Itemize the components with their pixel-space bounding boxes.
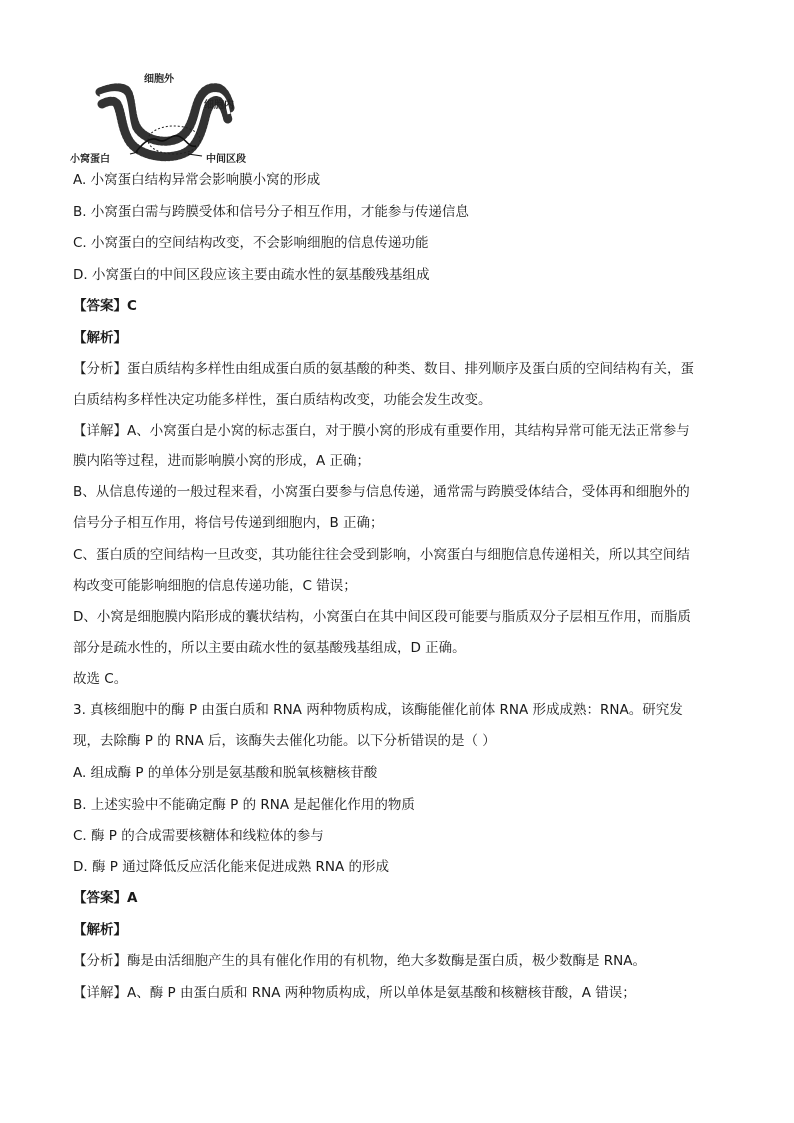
label-extracellular: 细胞外 [144, 74, 174, 85]
q2-explanation-line: 【详解】A、小窝蛋白是小窝的标志蛋白，对于膜小窝的形成有重要作用，其结构异常可能无法正常参与 [73, 423, 690, 439]
q3-option-c: C. 酶 P 的合成需要核糖体和线粒体的参与 [73, 828, 324, 844]
q2-explanation-line: 信号分子相互作用，将信号传递到细胞内，B 正确； [73, 515, 384, 531]
q2-option-c: C. 小窝蛋白的空间结构改变，不会影响细胞的信息传递功能 [73, 235, 429, 251]
q3-analysis-heading: 【解析】 [73, 922, 127, 938]
q2-explanation-line: C、蛋白质的空间结构一旦改变，其功能往往会受到影响，小窝蛋白与细胞信息传递相关，所以其空间结 [73, 547, 690, 563]
q2-conclusion: 故选 C。 [73, 671, 128, 687]
label-middle-segment: 中间区段 [206, 154, 246, 165]
q3-option-d: D. 酶 P 通过降低反应活化能来促进成熟 RNA 的形成 [73, 859, 389, 875]
q2-explanation-line: 部分是疏水性的，所以主要由疏水性的氨基酸残基组成，D 正确。 [73, 640, 466, 656]
q2-explanation-line: 膜内陷等过程，进而影响膜小窝的形成，A 正确； [73, 453, 371, 469]
q3-stem-line: 3. 真核细胞中的酶 P 由蛋白质和 RNA 两种物质构成，该酶能催化前体 RNA 形成成熟：RNA。研究发 [73, 702, 683, 718]
q2-option-b: B. 小窝蛋白需与跨膜受体和信号分子相互作用，才能参与传递信息 [73, 204, 469, 220]
q3-option-b: B. 上述实验中不能确定酶 P 的 RNA 是起催化作用的物质 [73, 797, 415, 813]
q3-explanation-line: 【详解】A、酶 P 由蛋白质和 RNA 两种物质构成，所以单体是氨基酸和核糖核苷酸，A 错误； [73, 985, 636, 1001]
q3-option-a: A. 组成酶 P 的单体分别是氨基酸和脱氧核糖核苷酸 [73, 765, 378, 781]
caveolae-membrane-figure [70, 74, 300, 166]
q2-option-a: A. 小窝蛋白结构异常会影响膜小窝的形成 [73, 172, 321, 188]
q2-explanation-line: 【分析】蛋白质结构多样性由组成蛋白质的氨基酸的种类、数目、排列顺序及蛋白质的空间结构有关，蛋 [73, 361, 694, 377]
label-caveolin: 小窝蛋白 [70, 154, 110, 165]
q3-explanation-line: 【分析】酶是由活细胞产生的具有催化作用的有机物，绝大多数酶是蛋白质，极少数酶是 RNA。 [73, 953, 647, 969]
q3-answer: 【答案】A [73, 890, 138, 906]
q2-option-d: D. 小窝蛋白的中间区段应该主要由疏水性的氨基酸残基组成 [73, 267, 430, 283]
q2-explanation-line: B、从信息传递的一般过程来看，小窝蛋白要参与信息传递，通常需与跨膜受体结合，受体再和细胞外的 [73, 484, 690, 500]
q2-explanation-line: D、小窝是细胞膜内陷形成的囊状结构，小窝蛋白在其中间区段可能要与脂质双分子层相互作用，而脂质 [73, 609, 691, 625]
q2-answer: 【答案】C [73, 298, 137, 314]
q2-explanation-line: 白质结构多样性决定功能多样性，蛋白质结构改变，功能会发生改变。 [73, 392, 492, 408]
q2-analysis-heading: 【解析】 [73, 330, 127, 346]
q3-stem-line: 现，去除酶 P 的 RNA 后，该酶失去催化功能。以下分析错误的是（ ） [73, 733, 496, 749]
label-intracellular: 细胞内 [204, 100, 234, 111]
q2-explanation-line: 构改变可能影响细胞的信息传递功能，C 错误； [73, 578, 357, 594]
